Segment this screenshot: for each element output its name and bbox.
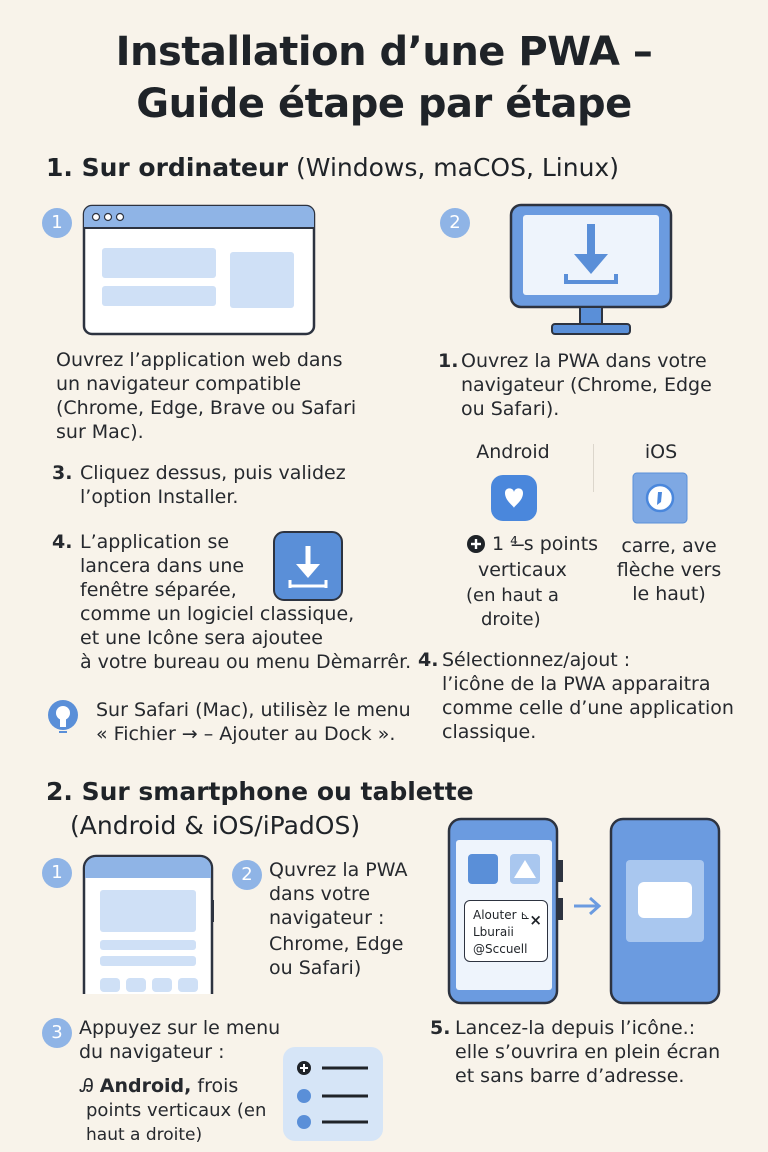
- android-desc-line2: verticaux: [478, 559, 567, 581]
- ios-desc-line: le haut): [632, 583, 706, 605]
- desktop-right-step1-text: [461, 349, 712, 421]
- android-desc-line1: 1 ⁴ ̶s points: [492, 533, 599, 555]
- arrow-right-icon: [572, 894, 604, 918]
- section-desktop-heading-rest: (Windows, maCOS, Linux): [288, 153, 619, 182]
- desktop-right-step1-number: 1.: [438, 350, 459, 372]
- desktop-step4-line: L’application se: [80, 531, 230, 553]
- desktop-right-step4-line: comme celle d’une application: [442, 697, 734, 719]
- popup-line: Lburaii: [473, 925, 514, 939]
- install-download-icon: [272, 530, 344, 602]
- mobile-step-badge-2: 2: [232, 860, 262, 890]
- mobile-step5-text: [455, 1016, 720, 1088]
- mobile-step2-line: Chrome, Edge: [269, 933, 404, 955]
- desktop-step1-line: sur Mac).: [56, 421, 144, 443]
- plus-circle-icon: [466, 534, 486, 554]
- ios-desc-line: carre, ave: [621, 535, 717, 557]
- lightbulb-icon: [46, 698, 80, 738]
- desktop-right-step4-line: l’icône de la PWA apparaitra: [442, 673, 711, 695]
- mobile-step3-line: du navigateur :: [79, 1041, 225, 1063]
- desktop-step4-number: 4.: [52, 531, 73, 553]
- mobile-step3-android-bold: Android,: [99, 1075, 192, 1097]
- mobile-step3-android-rest: frois: [191, 1075, 239, 1097]
- mobile-step5-line: et sans barre d’adresse.: [455, 1065, 685, 1087]
- mobile-step2-line: Quvrez la PWA: [269, 859, 408, 881]
- popup-close-icon[interactable]: ×: [529, 911, 542, 929]
- desktop-step4-text: [80, 530, 411, 674]
- mobile-step3-android: [80, 1074, 238, 1098]
- smartphone-illustration: [82, 854, 214, 996]
- desktop-right-step4-line: classique.: [442, 721, 537, 743]
- desktop-step4-line: lancera dans une: [80, 555, 245, 577]
- desktop-step1-line: un navigateur compatible: [56, 373, 302, 395]
- section-mobile-subheading: (Android & iOS/iPadOS): [70, 811, 361, 840]
- section-desktop-heading-bold: 1. Sur ordinateur: [46, 153, 289, 182]
- desktop-tip-line: Sur Safari (Mac), utilisèz le menu: [96, 699, 411, 721]
- phone-fullscreen-illustration: [608, 816, 722, 1006]
- step-badge-2: 2: [440, 208, 470, 238]
- android-desc-line3: (en haut a: [466, 585, 559, 606]
- desktop-right-step4-text: [442, 648, 734, 744]
- android-label: Android: [476, 441, 550, 463]
- mobile-step3-rest: [86, 1099, 266, 1147]
- popup-line: Alouter ⊾: [473, 908, 531, 922]
- page-title-line2: Guide étape par étape: [136, 81, 632, 127]
- step-badge-1: 1: [42, 208, 72, 238]
- mobile-step3-rest-line: haut a droite): [86, 1125, 203, 1145]
- android-app-icon: [490, 474, 538, 522]
- section-mobile-heading: 2. Sur smartphone ou tablette: [46, 777, 474, 806]
- section-desktop-heading: [46, 152, 619, 184]
- mobile-step2-line: ou Safari): [269, 957, 362, 979]
- mobile-step2-text: [269, 858, 408, 980]
- desktop-step4-line: et une Icône sera ajoutee: [80, 627, 323, 649]
- mobile-step5-line: Lancez-la depuis l’icône.:: [455, 1017, 696, 1039]
- ios-desc-line: flèche vers: [616, 559, 722, 581]
- desktop-tip-line: « Fichier → – Ajouter au Dock ».: [96, 723, 396, 745]
- desktop-right-step1-line: ou Safari).: [461, 398, 560, 420]
- mobile-step5-line: elle s’ouvrira en plein écran: [455, 1041, 721, 1063]
- ios-app-icon: [632, 472, 688, 524]
- mobile-step5-number: 5.: [430, 1017, 451, 1039]
- ios-desc-text: [604, 534, 734, 606]
- desktop-step1-line: (Chrome, Edge, Brave ou Safari: [56, 397, 357, 419]
- ios-label: iOS: [644, 441, 678, 463]
- android-glyph-icon: Ꭿ: [80, 1075, 100, 1097]
- desktop-step3-text: [80, 461, 346, 509]
- desktop-right-step1-line: navigateur (Chrome, Edge: [461, 374, 712, 396]
- desktop-step3-number: 3.: [52, 462, 73, 484]
- mobile-step-badge-1: 1: [42, 858, 72, 888]
- mobile-step3-text: [79, 1016, 280, 1064]
- desktop-tip-text: [96, 698, 411, 746]
- desktop-step3-line: l’option Installer.: [80, 486, 239, 508]
- desktop-step4-line: à votre bureau ou menu Dèmarrêr.: [80, 651, 412, 673]
- popup-text: [473, 907, 530, 958]
- mobile-step3-rest-line: points verticaux (en: [86, 1100, 267, 1121]
- desktop-step4-line: comme un logiciel classique,: [80, 603, 355, 625]
- mobile-step3-line: Appuyez sur le menu: [79, 1017, 281, 1039]
- desktop-step4-line: fenêtre séparée,: [80, 579, 237, 601]
- desktop-right-step4-line: Sélectionnez/ajout :: [442, 649, 631, 671]
- browser-window-icon: [82, 204, 316, 336]
- desktop-step1-line: Ouvrez l’application web dans: [56, 349, 343, 371]
- mobile-step2-line: dans votre: [269, 883, 371, 905]
- desktop-right-step4-number: 4.: [418, 649, 439, 671]
- monitor-download-icon: [508, 202, 674, 338]
- add-to-home-popup[interactable]: [464, 900, 548, 962]
- desktop-right-step1-line: Ouvrez la PWA dans votre: [461, 350, 707, 372]
- platform-divider: [593, 444, 594, 492]
- mobile-step2-line: navigateur :: [269, 907, 385, 929]
- desktop-step1-text: [56, 348, 356, 444]
- mobile-step-badge-3: 3: [42, 1018, 72, 1048]
- browser-menu-icon: [282, 1046, 384, 1142]
- desktop-step3-line: Cliquez dessus, puis validez: [80, 462, 346, 484]
- android-desc-line4: droite): [481, 609, 541, 630]
- page-title-line1: Installation d’une PWA –: [115, 29, 653, 75]
- popup-line: @Sccuell: [473, 942, 528, 956]
